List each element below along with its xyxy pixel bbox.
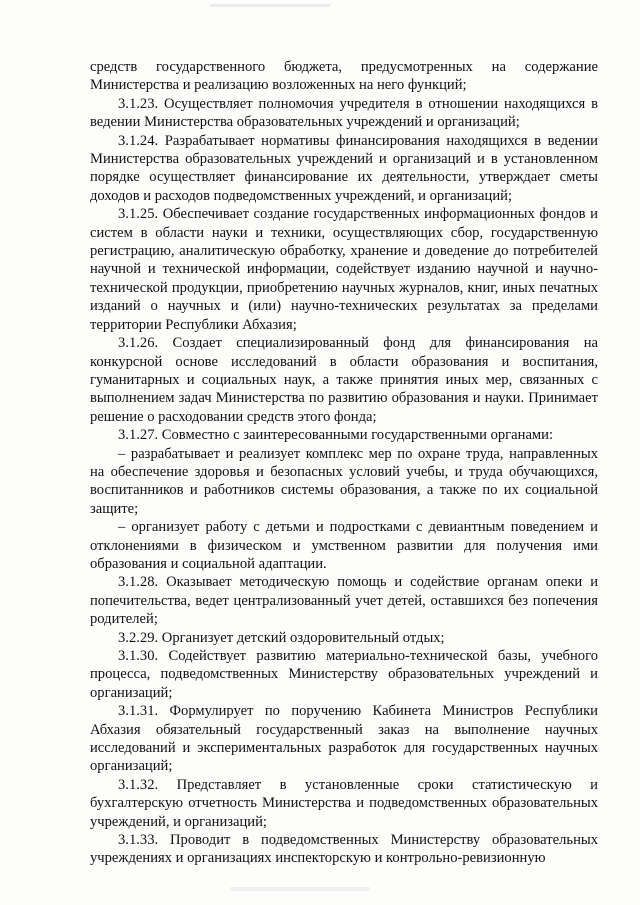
paragraph-3-1-27: 3.1.27. Совместно с заинтересованными государственными органами: <box>118 427 554 444</box>
paragraph-3-1-23: 3.1.23. Осуществляет полномочия учредителя в отношении находящихся в ведении Министерства образовательных учреждений и организаций; <box>90 95 598 131</box>
paragraph-3-1-25: 3.1.25. Обеспечивает создание государственных информационных фондов и систем в области науки и техники, осуществляющих сбор, государственную регистрацию, аналитическую обработку, хранение и доведение до потребителей научной и технической информации, содействует изданию научной и научно-технической продукции, приобретению научных журналов, книг, иных печатных изданий о научных и (или) научно-технических результатах за пределами территории Республики Абхазия; <box>90 206 598 333</box>
document-body <box>90 58 598 868</box>
scan-artifact-top <box>210 4 330 7</box>
paragraph-3-1-24: 3.1.24. Разрабатывает нормативы финансирования находящихся в ведении Министерства образовательных учреждений и организаций и в установленном порядке осуществляет финансирование их деятельности, утверждает сметы доходов и расходов подведомственных учреждений, и организаций; <box>90 132 598 204</box>
list-item-labor-safety: – разрабатывает и реализует комплекс мер по охране труда, направленных на обеспечение здоровья и безопасных условий учебы, и труда обучающихся, воспитанников и работников системы образования, а также по их социальной защите; <box>90 445 598 517</box>
paragraph-3-1-33: 3.1.33. Проводит в подведомственных Министерству образовательных учреждениях и организациях инспекторскую и контрольно-ревизионную <box>90 832 598 867</box>
list-item-deviant-children: – организует работу с детьми и подростками с девиантным поведением и отклонениями в физическом и умственном развитии для получения ими образования и социальной адаптации. <box>90 519 598 572</box>
paragraph-budget-continuation: средств государственного бюджета, предусмотренных на содержание Министерства и реализацию возложенных на него функций; <box>90 59 598 94</box>
paragraph-3-1-28: 3.1.28. Оказывает методическую помощь и содействие органам опеки и попечительства, ведет централизованный учет детей, оставшихся без попечения родителей; <box>90 574 598 628</box>
paragraph-3-1-32: 3.1.32. Представляет в установленные сроки статистическую и бухгалтерскую отчетность Министерства и подведомственных образовательных учреждений, и организаций; <box>90 776 598 830</box>
paragraph-3-2-29: 3.2.29. Организует детский оздоровительный отдых; <box>118 629 445 646</box>
scan-artifact-bottom <box>230 887 370 891</box>
paragraph-3-1-26: 3.1.26. Создает специализированный фонд для финансирования на конкурсной основе исследований в области образования и воспитания, гуманитарных и социальных наук, а также принятия иных мер, связанных с выполнением задач Министерства по развитию образования и науки. Принимает решение о расходовании средств этого фонда; <box>90 335 598 425</box>
paragraph-3-1-30: 3.1.30. Содействует развитию материально-технической базы, учебного процесса, подведомственных Министерству образовательных учреждений и организаций; <box>90 648 598 701</box>
paragraph-3-1-31: 3.1.31. Формулирует по поручению Кабинета Министров Республики Абхазия обязательный государственный заказ на выполнение научных исследований и экспериментальных разработок для государственных научных организаций; <box>90 703 598 775</box>
